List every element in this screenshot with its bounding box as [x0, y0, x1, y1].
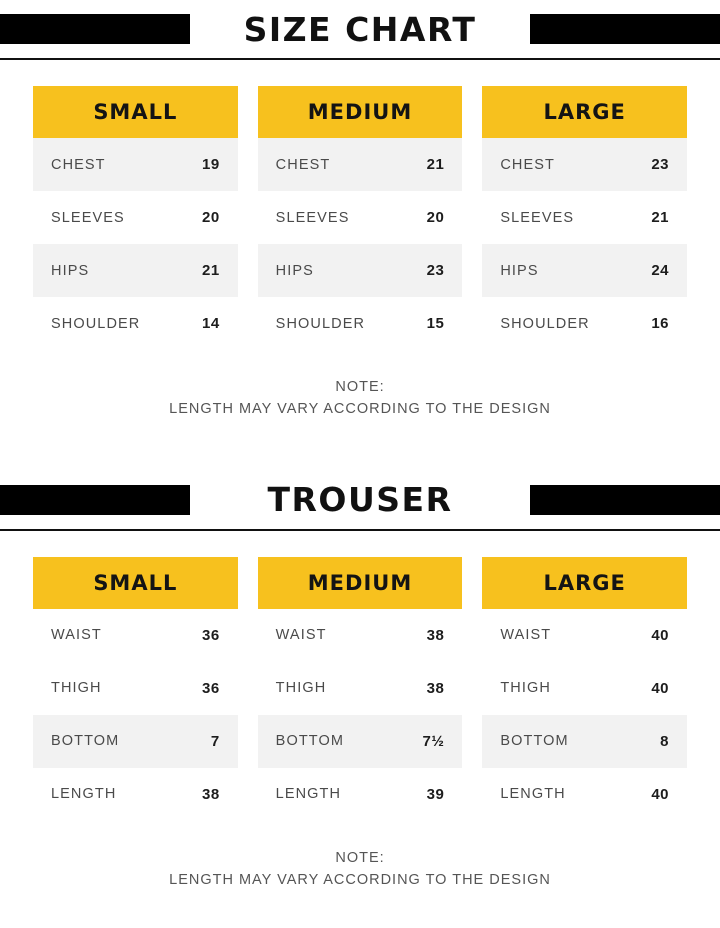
row-value: 15	[426, 315, 445, 332]
row-label: SLEEVES	[275, 209, 350, 226]
row-label: WAIST	[275, 627, 327, 644]
table-row	[258, 191, 463, 244]
row-label: CHEST	[500, 156, 555, 173]
trouser-tables	[0, 557, 720, 821]
table-row	[258, 609, 463, 662]
row-label: SLEEVES	[500, 209, 575, 226]
table-row	[482, 609, 687, 662]
row-value: 38	[426, 679, 445, 697]
table-row	[258, 244, 463, 297]
row-value: 40	[651, 679, 670, 697]
section-size-chart	[0, 0, 720, 421]
row-label: BOTTOM	[51, 733, 120, 750]
row-label: THIGH	[275, 680, 327, 697]
trouser-column-large	[482, 557, 687, 821]
row-value: 40	[651, 785, 670, 803]
table-row	[258, 662, 463, 715]
row-value: 8	[660, 732, 670, 750]
row-value: 24	[651, 262, 670, 279]
row-label: BOTTOM	[500, 733, 569, 750]
row-value: 36	[201, 626, 220, 644]
banner-bar-left	[0, 14, 190, 44]
column-header-medium: MEDIUM	[258, 86, 463, 138]
trouser-banner	[0, 471, 720, 529]
row-value: 40	[651, 626, 670, 644]
row-value: 16	[651, 315, 670, 332]
table-row	[258, 297, 463, 350]
table-row	[482, 715, 687, 768]
banner-bar-right	[530, 14, 720, 44]
table-row	[258, 138, 463, 191]
row-value: 7	[210, 732, 220, 750]
table-row	[482, 244, 687, 297]
header-divider	[0, 529, 720, 531]
note-label: NOTE:	[335, 379, 385, 395]
trouser-column-medium	[258, 557, 463, 821]
row-label: HIPS	[275, 262, 314, 279]
row-label: SLEEVES	[51, 209, 125, 226]
table-row	[33, 138, 238, 191]
note-text: LENGTH MAY VARY ACCORDING TO THE DESIGN	[169, 401, 551, 418]
row-label: CHEST	[51, 156, 106, 173]
row-label: CHEST	[275, 156, 331, 173]
row-value: 21	[426, 156, 445, 173]
row-label: BOTTOM	[275, 733, 345, 750]
row-value: 21	[651, 209, 670, 226]
table-row	[33, 191, 238, 244]
trouser-column-small	[33, 557, 238, 821]
column-header-large: LARGE	[482, 86, 687, 138]
row-value: 21	[201, 262, 220, 279]
table-row	[482, 768, 687, 821]
note-text: LENGTH MAY VARY ACCORDING TO THE DESIGN	[169, 872, 551, 889]
table-row	[482, 662, 687, 715]
header-divider	[0, 58, 720, 60]
size-chart-tables	[0, 86, 720, 350]
size-column-large	[482, 86, 687, 350]
table-row	[258, 768, 463, 821]
column-header-small: SMALL	[33, 557, 238, 609]
table-row	[33, 662, 238, 715]
size-chart-note	[0, 376, 720, 421]
column-header-small: SMALL	[33, 86, 238, 138]
size-chart-banner	[0, 0, 720, 58]
row-label: WAIST	[51, 627, 102, 644]
banner-bar-right	[530, 485, 720, 515]
row-label: SHOULDER	[51, 315, 141, 332]
row-value: 38	[201, 785, 220, 803]
page-title: SIZE CHART	[226, 10, 495, 49]
column-header-large: LARGE	[482, 557, 687, 609]
note-label: NOTE:	[335, 849, 385, 866]
table-row	[482, 138, 687, 191]
table-row	[482, 297, 687, 350]
size-column-small	[33, 86, 238, 350]
column-header-medium: MEDIUM	[258, 557, 463, 609]
row-value: 20	[201, 209, 220, 226]
row-label: SHOULDER	[500, 315, 590, 332]
row-label: THIGH	[51, 680, 102, 697]
row-label: LENGTH	[275, 786, 342, 803]
row-label: HIPS	[500, 262, 539, 279]
section-title-trouser: TROUSER	[250, 480, 471, 519]
banner-bar-left	[0, 485, 190, 515]
row-value: 23	[651, 156, 670, 173]
row-label: WAIST	[500, 627, 552, 644]
row-value: 36	[201, 679, 220, 697]
row-value: 20	[426, 209, 445, 226]
row-value: 7½	[422, 732, 445, 750]
trouser-note	[0, 847, 720, 892]
table-row	[482, 191, 687, 244]
row-label: THIGH	[500, 680, 551, 697]
table-row	[33, 768, 238, 821]
row-label: SHOULDER	[275, 315, 366, 332]
table-row	[33, 609, 238, 662]
row-value: 38	[426, 626, 445, 644]
table-row	[33, 244, 238, 297]
size-column-medium	[258, 86, 463, 350]
row-value: 19	[201, 156, 220, 173]
row-value: 39	[426, 785, 445, 803]
row-value: 23	[426, 262, 445, 279]
row-label: LENGTH	[51, 786, 117, 803]
table-row	[33, 715, 238, 768]
table-row	[258, 715, 463, 768]
table-row	[33, 297, 238, 350]
row-label: HIPS	[51, 262, 90, 279]
row-value: 14	[201, 315, 220, 332]
row-label: LENGTH	[500, 786, 566, 803]
section-spacer	[0, 421, 720, 447]
section-trouser	[0, 471, 720, 892]
